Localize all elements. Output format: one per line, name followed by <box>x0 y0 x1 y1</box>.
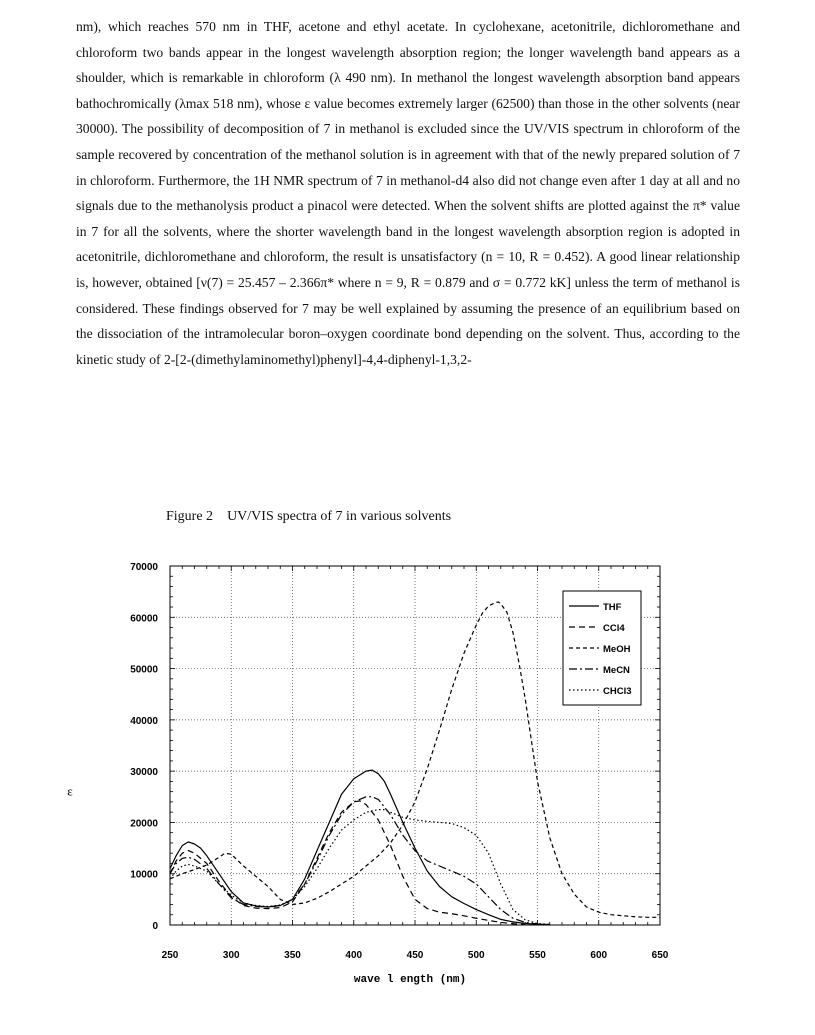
x-tick-label: 550 <box>529 950 546 961</box>
y-tick-label: 50000 <box>130 664 158 676</box>
body-paragraph: nm), which reaches 570 nm in THF, acetone and ethyl acetate. In cyclohexane, acetonitrile, dichloromethane and chloroform two bands appear in the longest wavelength absorption region; the longer wavelength band appears as a shoulder, which is remarkable in chloroform (λ 490 nm). In methanol the longest wavelength absorption band appears bathochromically (λmax 518 nm), whose ε value becomes extremely larger (62500) than those in the other solvents (near 30000). The possibility of decomposition of 7 in methanol is excluded since the UV/VIS spectrum in chloroform of the sample recovered by concentration of the methanol solution is in agreement with that of the newly prepared solution of 7 in chloroform. Furthermore, the 1H NMR spectrum of 7 in methanol-d4 also did not change even after 1 day at all and no signals due to the methanolysis product a pinacol were detected. When the solvent shifts are plotted against the π* value in 7 for all the solvents, where the shorter wavelength band in the longest wavelength absorption region is adopted in acetonitrile, dichloromethane and chloroform, the result is unsatisfactory (n = 10, R = 0.452). A good linear relationship is, however, obtained [ν(7) = 25.457 – 2.366π* where n = 9, R = 0.879 and σ = 0.772 kK] unless the term of methanol is considered. These findings observed for 7 may be well explained by assuming the presence of an equilibrium based on the dissociation of the intramolecular boron–oxygen coordinate bond depending on the solvent. Thus, according to the kinetic study of 2-[2-(dimethylaminomethyl)phenyl]-4,4-diphenyl-1,3,2- <box>76 19 740 367</box>
x-tick-label: 600 <box>590 950 608 961</box>
x-tick-label: 400 <box>345 950 363 961</box>
y-tick-label: 70000 <box>130 562 158 573</box>
x-tick-label: 350 <box>284 950 301 961</box>
legend-label-mecn: MeCN <box>603 665 630 676</box>
x-tick-label: 650 <box>651 950 669 961</box>
legend-label-meoh: MeOH <box>603 644 631 655</box>
y-tick-label: 40000 <box>130 715 158 727</box>
y-tick-label: 10000 <box>130 869 158 881</box>
y-tick-label: 0 <box>152 921 158 932</box>
legend-label-thf: THF <box>603 602 622 613</box>
x-tick-label: 500 <box>467 950 485 961</box>
series-line-chcl3 <box>170 810 550 925</box>
x-tick-label: 250 <box>161 950 179 961</box>
y-axis-label: ε <box>67 783 73 799</box>
series-line-mecn <box>170 797 550 925</box>
legend-label-chcl3: CHCl3 <box>603 686 632 697</box>
x-axis-label: wave l ength (nm) <box>353 974 467 986</box>
y-tick-label: 60000 <box>130 613 158 625</box>
x-tick-label: 450 <box>406 950 424 961</box>
figure-label: Figure 2 <box>166 509 214 524</box>
figure-caption-text: UV/VIS spectra of 7 in various solvents <box>227 509 452 524</box>
series-line-ccl4 <box>170 801 525 925</box>
legend-label-ccl4: CCl4 <box>603 623 625 634</box>
y-tick-label: 30000 <box>130 767 158 779</box>
x-tick-label: 300 <box>222 950 240 961</box>
y-tick-label: 20000 <box>130 818 158 830</box>
